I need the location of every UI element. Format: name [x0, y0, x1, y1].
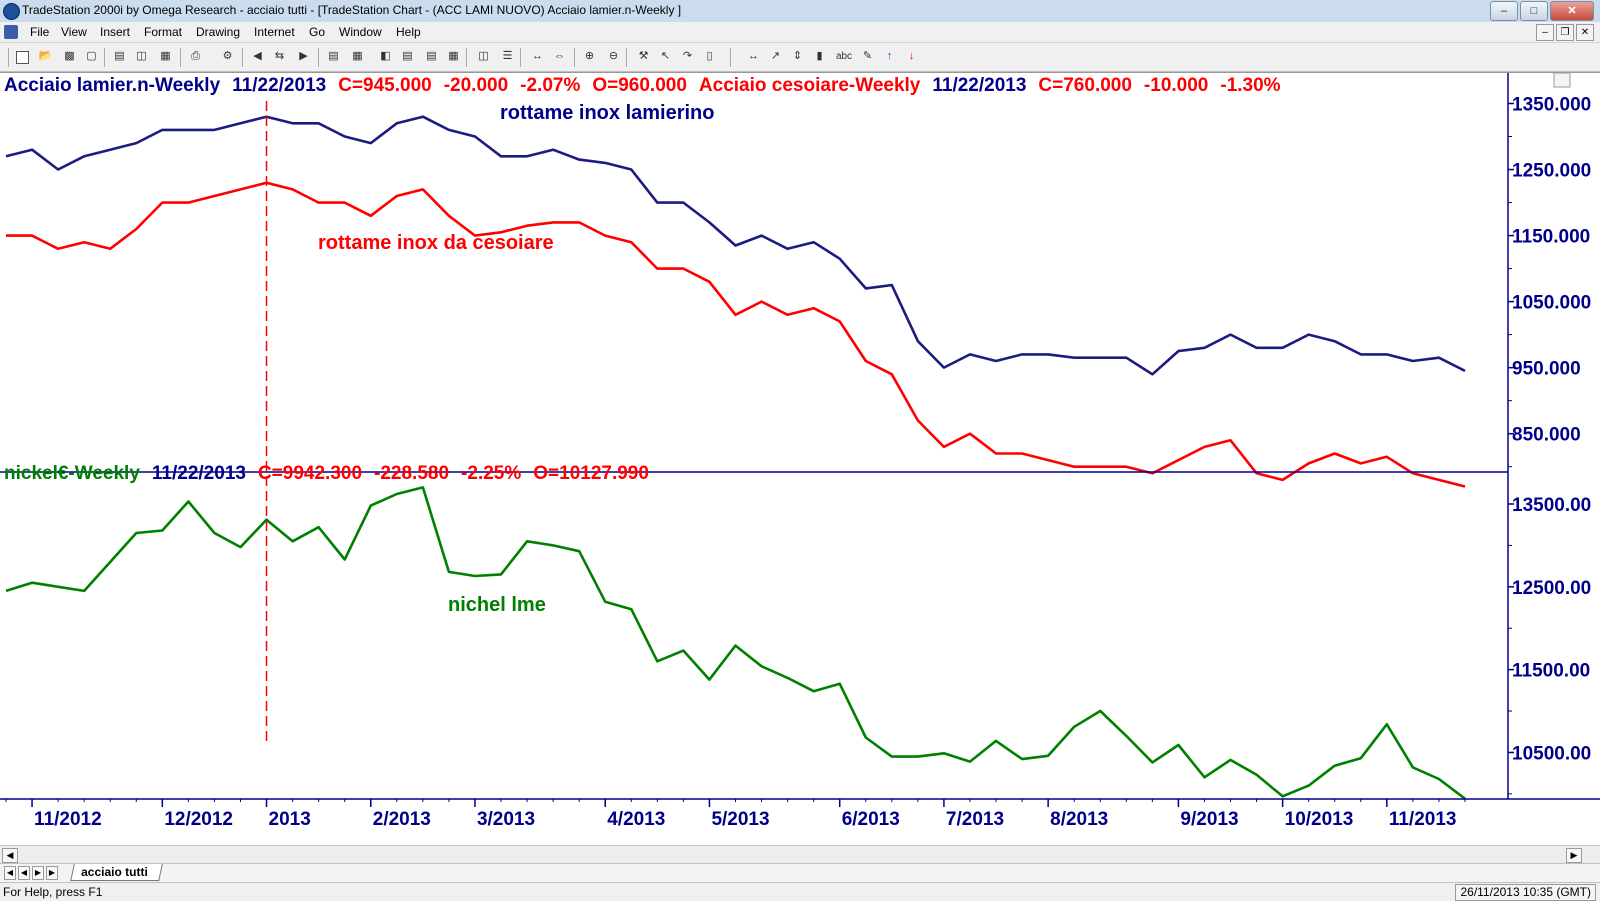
y-tick-label: 11500.00 — [1512, 660, 1591, 682]
chart-window[interactable] — [0, 72, 1600, 846]
y-tick-label: 1050.000 — [1512, 292, 1592, 314]
print-preview-icon[interactable]: ▤ — [114, 50, 125, 62]
doc-minimize-button[interactable]: – — [1536, 24, 1554, 41]
bottom-pane-header — [4, 463, 661, 485]
save-icon[interactable]: ▩ — [64, 50, 75, 62]
status-datetime: 26/11/2013 10:35 (GMT) — [1455, 884, 1596, 901]
menu-format[interactable]: Format — [144, 25, 183, 39]
forward-icon[interactable]: ⇆ — [274, 50, 285, 62]
first-tab-icon[interactable]: ◀ — [4, 866, 16, 880]
document-icon[interactable] — [4, 25, 18, 39]
header-field: -1.30% — [1220, 75, 1281, 96]
pencil-icon[interactable]: ✎ — [862, 50, 873, 62]
y-tick-label: 950.000 — [1512, 358, 1581, 380]
header-field: C=945.000 — [338, 75, 432, 96]
format-icon[interactable]: ▦ — [160, 50, 171, 62]
y-tick-label: 10500.00 — [1512, 743, 1592, 765]
x-tick-label: 4/2013 — [607, 809, 666, 830]
page-icon[interactable]: ◫ — [136, 50, 147, 62]
y-tick-label: 1250.000 — [1512, 160, 1592, 182]
annotation-lamierino[interactable]: rottame inox lamierino — [500, 102, 715, 124]
x-tick-label: 11/2012 — [34, 809, 102, 830]
menu-help[interactable]: Help — [396, 25, 421, 39]
status-bar — [0, 882, 1600, 901]
menu-file[interactable]: File — [30, 25, 50, 39]
x-tick-label: 2013 — [268, 809, 311, 830]
y-tick-label: 13500.00 — [1512, 494, 1592, 516]
pointer-icon[interactable]: ↖ — [660, 50, 671, 62]
menu-view[interactable]: View — [61, 25, 87, 39]
status-help-text: For Help, press F1 — [3, 885, 103, 899]
y-tick-label: 1150.000 — [1512, 226, 1591, 248]
minimize-button[interactable]: – — [1490, 1, 1518, 21]
menu-internet[interactable]: Internet — [254, 25, 295, 39]
zoom-out-icon[interactable]: ⊖ — [608, 50, 619, 62]
channel-icon[interactable]: ⇕ — [792, 50, 803, 62]
bar-compress-icon[interactable]: ⇔ — [554, 50, 565, 62]
header-field: Acciaio cesoiare-Weekly — [698, 75, 921, 96]
doc-close-button[interactable]: ✕ — [1576, 24, 1594, 41]
open-icon[interactable]: 📂 — [38, 50, 53, 62]
bar-spacing-icon[interactable]: ↔ — [532, 50, 543, 62]
sheet-tab-acciaio-tutti[interactable]: acciaio tutti — [70, 864, 162, 881]
menu-insert[interactable]: Insert — [100, 25, 131, 39]
header-field: -2.25% — [461, 463, 522, 484]
import-icon[interactable]: ▤ — [328, 50, 339, 62]
scroll-left-arrow-icon[interactable]: ◀ — [2, 848, 18, 863]
header-field: 11/22/2013 — [151, 463, 246, 484]
x-tick-label: 2/2013 — [372, 809, 431, 830]
next-icon[interactable]: ▶ — [299, 50, 308, 62]
x-tick-label: 12/2012 — [164, 809, 234, 830]
x-tick-label: 10/2013 — [1284, 809, 1354, 830]
header-field: O=10127.990 — [533, 463, 649, 484]
x-tick-label: 5/2013 — [711, 809, 770, 830]
tools-icon[interactable]: ⚒ — [638, 50, 649, 62]
header-field: 11/22/2013 — [932, 75, 1027, 96]
window-title: TradeStation 2000i by Omega Research - acciaio tutti - [TradeStation Chart - (ACC LAMI NUOVO) Acciaio lamier.n-Weekly ] — [22, 3, 682, 17]
chart-canvas[interactable] — [0, 73, 1600, 846]
toolbar — [0, 43, 1600, 72]
bars-icon[interactable]: ▮ — [816, 50, 823, 62]
properties-icon[interactable]: ⚙ — [222, 50, 233, 62]
header-field: O=960.000 — [592, 75, 687, 96]
pane-scroll-up-button[interactable] — [1554, 73, 1570, 87]
x-tick-label: 6/2013 — [841, 809, 900, 830]
series-line-acciaio-lamier-n-weekly-0[interactable] — [6, 117, 1465, 375]
next-tab-icon[interactable]: ▶ — [32, 866, 44, 880]
header-field: -10.000 — [1143, 75, 1209, 96]
window-icon[interactable]: ▤ — [426, 50, 437, 62]
menu-drawing[interactable]: Drawing — [196, 25, 241, 39]
menu-go[interactable]: Go — [309, 25, 326, 39]
list-icon[interactable]: ☰ — [502, 50, 513, 62]
x-tick-label: 7/2013 — [945, 809, 1005, 830]
title-bar — [0, 0, 1600, 23]
prev-tab-icon[interactable]: ◀ — [18, 866, 30, 880]
up-arrow-icon[interactable]: ↑ — [886, 50, 893, 62]
header-field: nickel€-Weekly — [4, 463, 140, 484]
grid-icon[interactable]: ▤ — [402, 50, 413, 62]
eraser-icon[interactable]: ▯ — [706, 50, 713, 62]
doc-restore-button[interactable]: ❐ — [1556, 24, 1574, 41]
header-field: C=9942.300 — [257, 463, 363, 484]
chart-icon[interactable]: ◫ — [478, 50, 489, 62]
series-line-nickel-weekly-0[interactable] — [6, 487, 1465, 798]
annotation-nichel[interactable]: nichel lme — [448, 594, 546, 616]
x-tick-label: 9/2013 — [1180, 809, 1239, 830]
close-button[interactable]: ✕ — [1550, 1, 1594, 21]
zoom-in-icon[interactable]: ⊕ — [584, 50, 595, 62]
menu-bar — [0, 22, 1600, 43]
x-tick-label: 11/2013 — [1388, 809, 1457, 830]
cursor-icon[interactable]: ↷ — [682, 50, 693, 62]
top-pane-header — [4, 75, 1293, 97]
app-icon[interactable] — [3, 3, 20, 20]
header-field: -2.07% — [520, 75, 581, 96]
horizontal-scrollbar[interactable] — [0, 845, 1600, 864]
sheet-tab-bar — [0, 863, 1600, 882]
x-tick-label: 8/2013 — [1050, 809, 1109, 830]
last-tab-icon[interactable]: ▶ — [46, 866, 58, 880]
indicator-icon[interactable]: ▦ — [352, 50, 363, 62]
trendline-icon[interactable]: ↗ — [770, 50, 781, 62]
y-tick-label: 1350.000 — [1512, 94, 1592, 116]
y-tick-label: 12500.00 — [1512, 577, 1592, 599]
analysis-icon[interactable]: ▦ — [448, 50, 459, 62]
y-tick-label: 850.000 — [1512, 424, 1581, 446]
series-line-acciaio-lamier-n-weekly-1[interactable] — [6, 183, 1465, 487]
menu-window[interactable]: Window — [339, 25, 382, 39]
down-arrow-icon[interactable]: ↓ — [908, 50, 915, 62]
x-tick-label: 3/2013 — [476, 809, 536, 830]
text-icon[interactable]: abc — [835, 51, 853, 62]
header-field: C=760.000 — [1038, 75, 1132, 96]
folder-icon[interactable]: ▢ — [86, 50, 97, 62]
new-icon[interactable] — [16, 51, 29, 64]
maximize-button[interactable]: □ — [1520, 1, 1548, 21]
header-field: 11/22/2013 — [232, 75, 327, 96]
back-icon[interactable]: ◀ — [253, 50, 262, 62]
hline-icon[interactable]: ↔ — [748, 50, 759, 62]
scroll-right-arrow-icon[interactable]: ▶ — [1566, 848, 1582, 863]
table-icon[interactable]: ◧ — [380, 50, 391, 62]
header-field: Acciaio lamier.n-Weekly — [4, 75, 221, 96]
printer-icon[interactable]: ⎙ — [191, 50, 200, 62]
annotation-cesoiare[interactable]: rottame inox da cesoiare — [318, 232, 554, 254]
header-field: -20.000 — [443, 75, 509, 96]
header-field: -228.580 — [374, 463, 450, 484]
